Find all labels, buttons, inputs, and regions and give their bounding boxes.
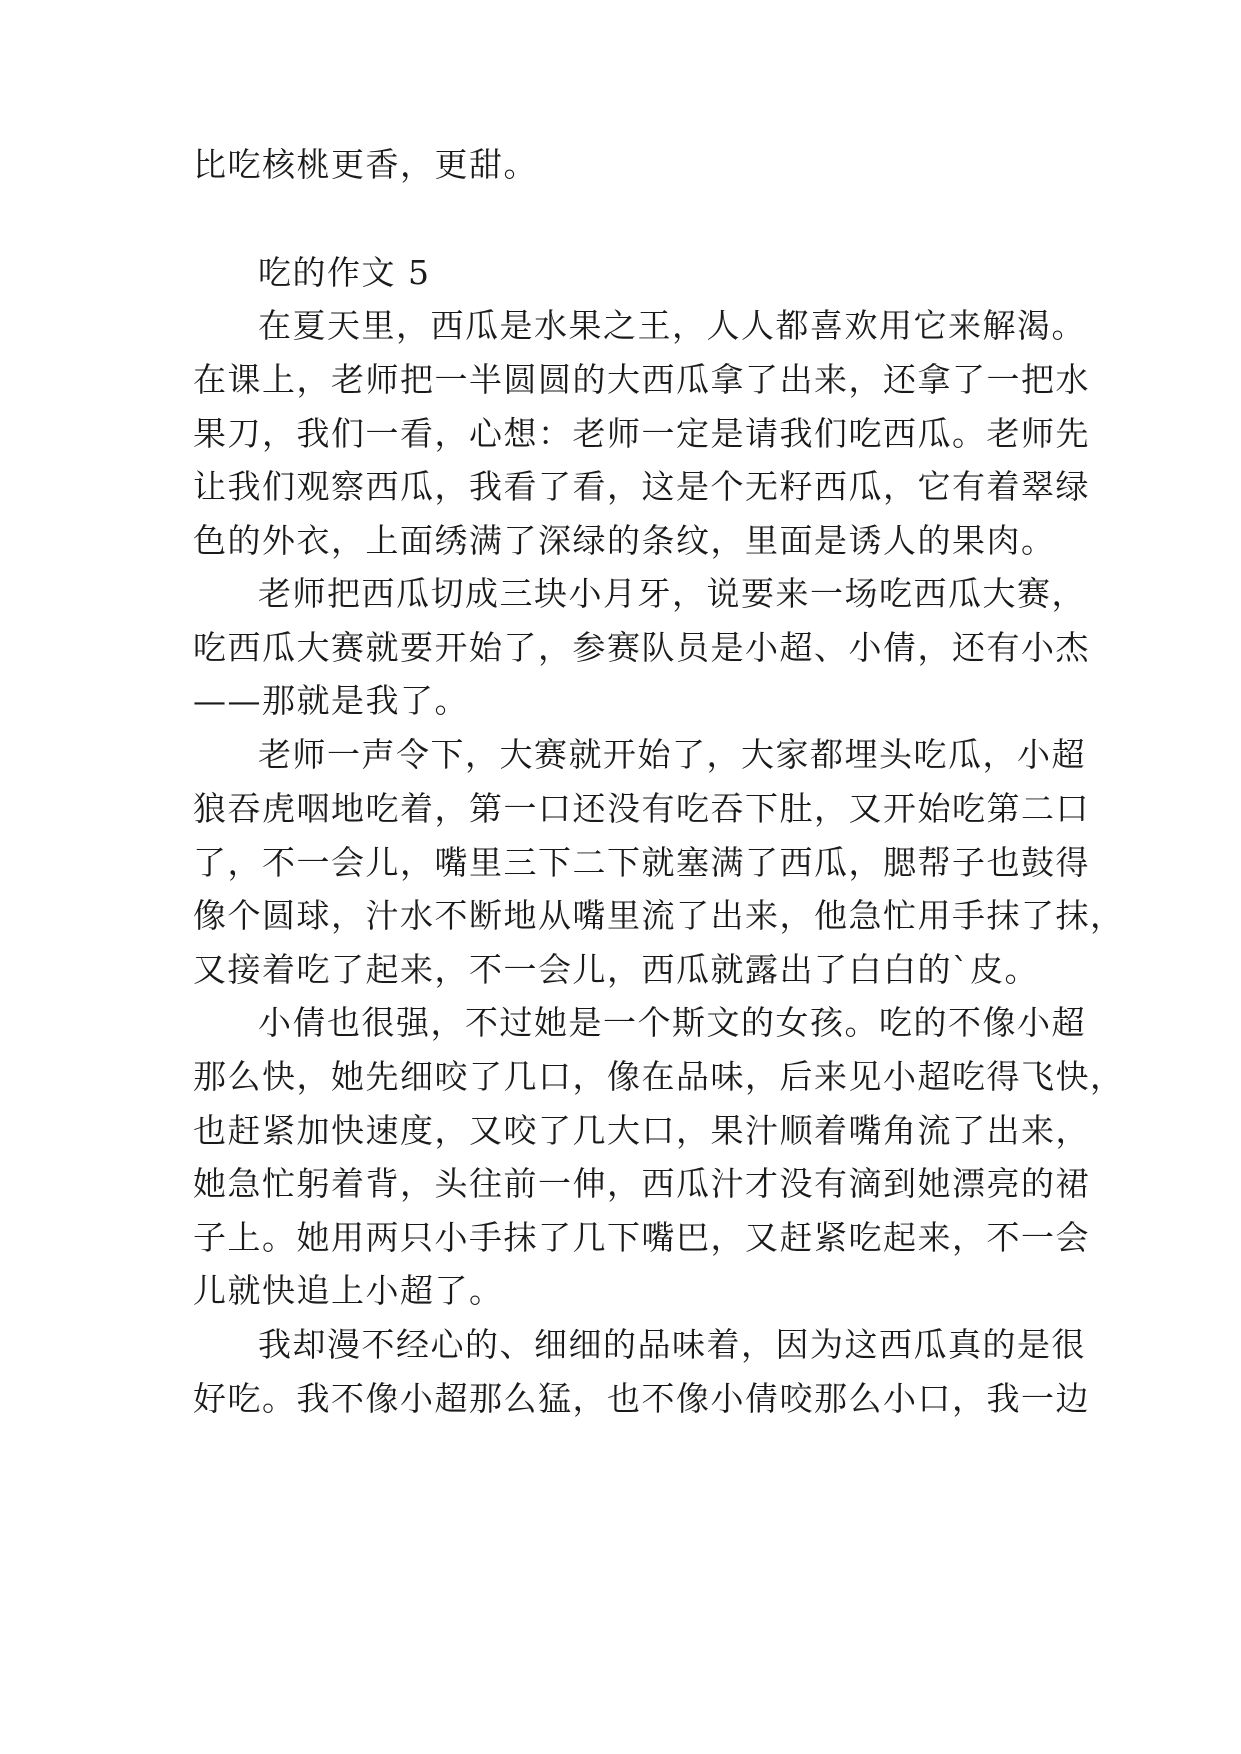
text-line: 让我们观察西瓜，我看了看，这是个无籽西瓜，它有着翠绿 [193, 467, 1090, 506]
text-line: 在夏天里，西瓜是水果之王，人人都喜欢用它来解渴。 [258, 306, 1086, 345]
text-line: 我却漫不经心的、细细的品味着，因为这西瓜真的是很 [258, 1325, 1086, 1364]
text-line: 她急忙躬着背，头往前一伸，西瓜汁才没有滴到她漂亮的裙 [193, 1164, 1090, 1203]
text-line: 果刀，我们一看，心想：老师一定是请我们吃西瓜。老师先 [193, 414, 1090, 453]
text-line: 吃西瓜大赛就要开始了，参赛队员是小超、小倩，还有小杰 [193, 628, 1090, 667]
text-line: 比吃核桃更香，更甜。 [193, 145, 538, 184]
text-line: 也赶紧加快速度，又咬了几大口，果汁顺着嘴角流了出来， [193, 1111, 1090, 1150]
text-line: ——那就是我了。 [193, 681, 469, 720]
text-line: 那么快，她先细咬了几口，像在品味，后来见小超吃得飞快， [193, 1057, 1125, 1096]
text-line: 了，不一会儿，嘴里三下二下就塞满了西瓜，腮帮子也鼓得 [193, 843, 1090, 882]
text-line: 老师把西瓜切成三块小月牙，说要来一场吃西瓜大赛， [258, 574, 1086, 613]
text-line: 儿就快追上小超了。 [193, 1271, 504, 1310]
section-heading: 吃的作文 5 [258, 253, 431, 292]
text-line: 好吃。我不像小超那么猛，也不像小倩咬那么小口，我一边 [193, 1379, 1090, 1418]
text-line: 在课上，老师把一半圆圆的大西瓜拿了出来，还拿了一把水 [193, 360, 1090, 399]
text-line: 小倩也很强，不过她是一个斯文的女孩。吃的不像小超 [258, 1003, 1086, 1042]
text-line: 子上。她用两只小手抹了几下嘴巴，又赶紧吃起来，不一会 [193, 1218, 1090, 1257]
text-line: 又接着吃了起来，不一会儿，西瓜就露出了白白的`皮。 [193, 950, 1039, 989]
text-line: 像个圆球，汁水不断地从嘴里流了出来，他急忙用手抹了抹， [193, 896, 1125, 935]
text-line: 色的外衣，上面绣满了深绿的条纹，里面是诱人的果肉。 [193, 521, 1056, 560]
text-line: 狼吞虎咽地吃着，第一口还没有吃吞下肚，又开始吃第二口 [193, 789, 1090, 828]
text-line: 老师一声令下，大赛就开始了，大家都埋头吃瓜，小超 [258, 735, 1086, 774]
